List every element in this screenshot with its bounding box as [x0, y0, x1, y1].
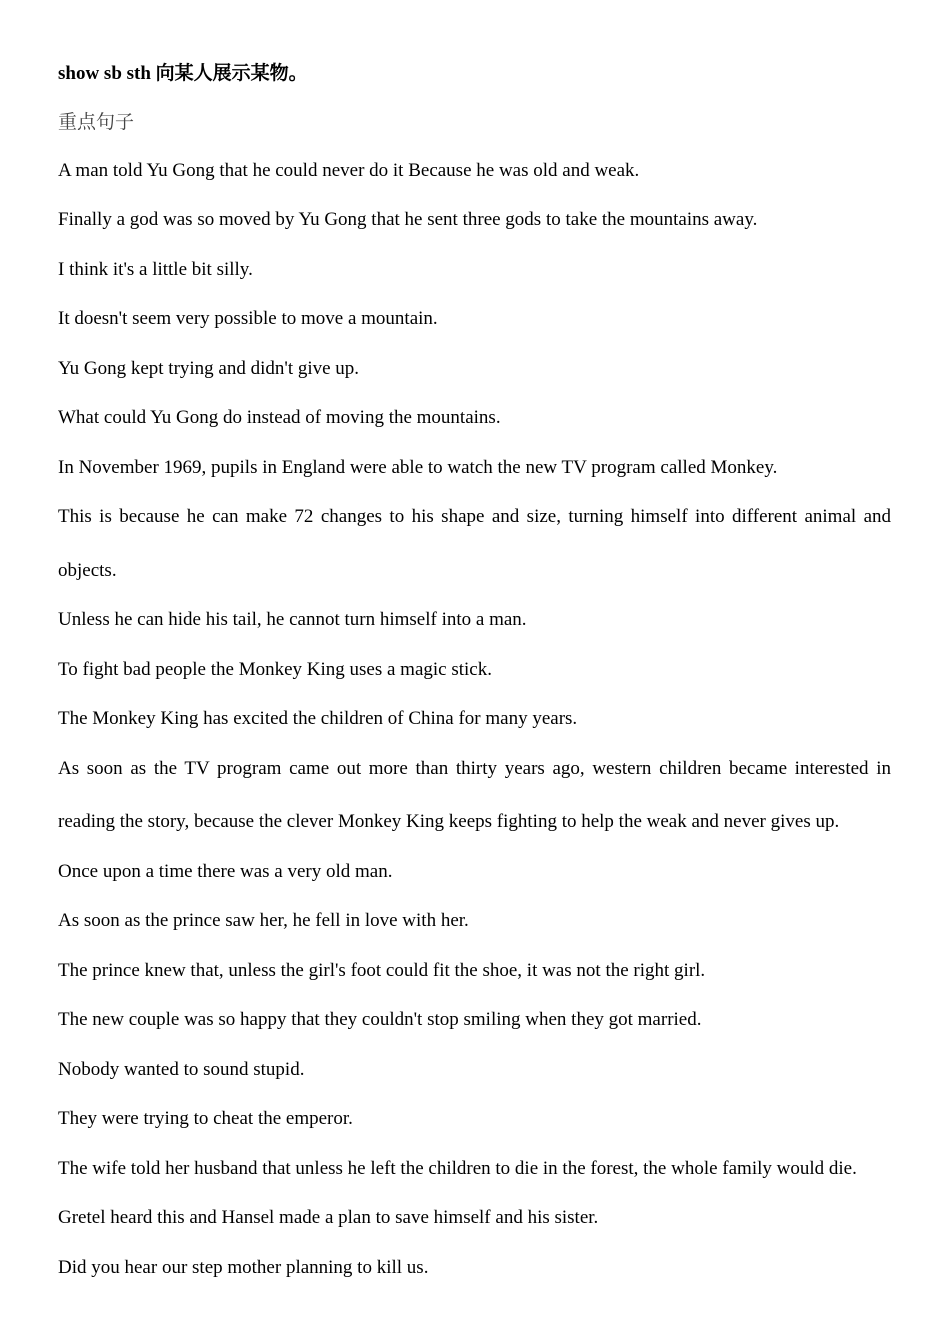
sentence: As soon as the TV program came out more than thirty years ago, western children became interested in [58, 758, 891, 779]
sentence: Nobody wanted to sound stupid. [58, 1059, 305, 1080]
sentence: The wife told her husband that unless he left the children to die in the forest, the whole family would die. [58, 1158, 857, 1179]
section-heading: 重点句子 [58, 112, 135, 133]
sentence: As soon as the prince saw her, he fell in love with her. [58, 910, 469, 931]
sentence: They were trying to cheat the emperor. [58, 1108, 353, 1129]
sentence: In November 1969, pupils in England were able to watch the new TV program called Monkey. [58, 457, 778, 478]
sentence-continuation: objects. [58, 560, 117, 581]
sentence: Unless he can hide his tail, he cannot turn himself into a man. [58, 609, 527, 630]
sentence-continuation: reading the story, because the clever Monkey King keeps fighting to help the weak and never gives up. [58, 811, 840, 832]
sentence: The prince knew that, unless the girl's foot could fit the shoe, it was not the right girl. [58, 960, 706, 981]
sentence: Once upon a time there was a very old man. [58, 861, 393, 882]
phrase-line: show sb sth 向某人展示某物。 [58, 63, 308, 84]
sentence: It doesn't seem very possible to move a mountain. [58, 308, 438, 329]
sentence: To fight bad people the Monkey King uses a magic stick. [58, 659, 492, 680]
sentence: Finally a god was so moved by Yu Gong that he sent three gods to take the mountains away. [58, 209, 758, 230]
sentence: What could Yu Gong do instead of moving the mountains. [58, 407, 501, 428]
sentence: Gretel heard this and Hansel made a plan to save himself and his sister. [58, 1207, 599, 1228]
sentence: A man told Yu Gong that he could never do it Because he was old and weak. [58, 160, 640, 181]
sentence: This is because he can make 72 changes to his shape and size, turning himself into different animal and [58, 506, 891, 527]
sentence: Yu Gong kept trying and didn't give up. [58, 358, 360, 379]
sentence: Did you hear our step mother planning to kill us. [58, 1257, 429, 1278]
sentence: The new couple was so happy that they couldn't stop smiling when they got married. [58, 1009, 702, 1030]
sentence: I think it's a little bit silly. [58, 259, 253, 280]
sentence: The Monkey King has excited the children of China for many years. [58, 708, 578, 729]
